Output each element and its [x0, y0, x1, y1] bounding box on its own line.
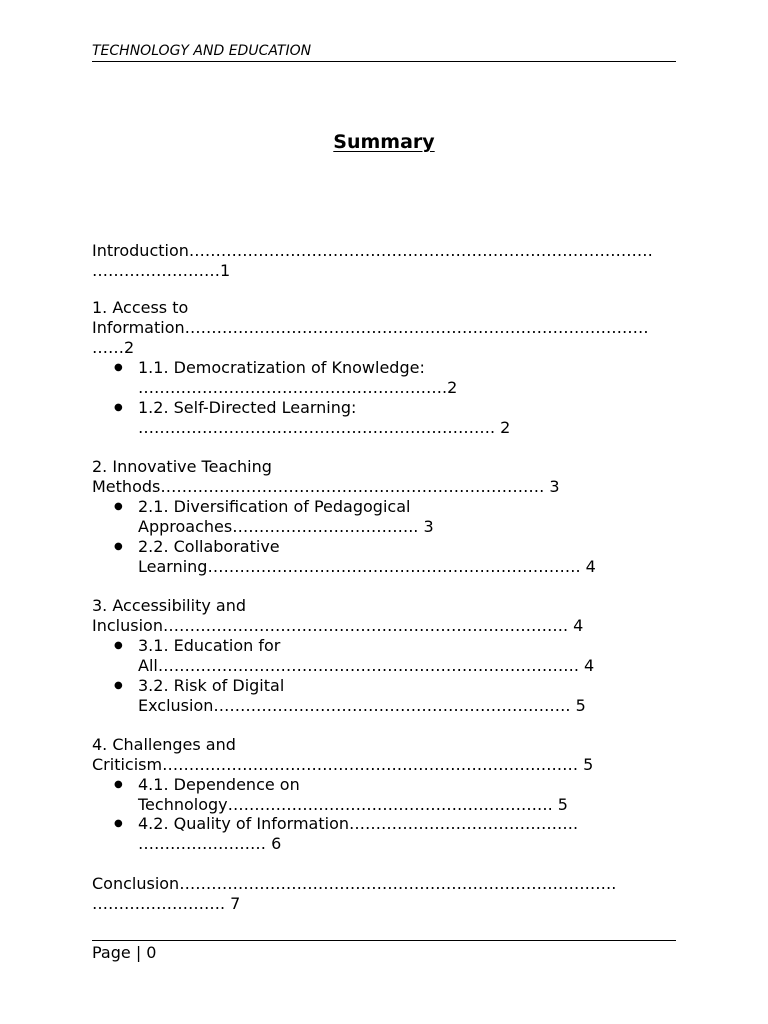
- toc-entry-4-1-page[interactable]: Technology……………………………………………………. 5: [138, 795, 568, 814]
- toc-entry-2-1[interactable]: 2.1. Diversification of Pedagogical: [138, 497, 411, 516]
- toc-entry-section-4[interactable]: 4. Challenges and: [92, 735, 236, 754]
- document-title: Summary: [333, 131, 435, 153]
- bullet-icon: ●: [114, 501, 123, 512]
- toc-entry-4-1[interactable]: 4.1. Dependence on: [138, 775, 300, 794]
- running-header: TECHNOLOGY AND EDUCATION: [92, 42, 676, 62]
- bullet-icon: ●: [114, 362, 123, 373]
- toc-entry-2-2[interactable]: 2.2. Collaborative: [138, 537, 280, 556]
- toc-entry-4-2[interactable]: 4.2. Quality of Information…………………………………….: [138, 814, 579, 833]
- toc-entry-1-1-page[interactable]: ………………………………………………….2: [138, 378, 458, 397]
- toc-entry-1-2[interactable]: 1.2. Self-Directed Learning:: [138, 398, 357, 417]
- bullet-icon: ●: [114, 541, 123, 552]
- bullet-icon: ●: [114, 402, 123, 413]
- toc-entry-section-2[interactable]: 2. Innovative Teaching: [92, 457, 272, 476]
- toc-entry-3-1-page[interactable]: All……………………………………………………………………. 4: [138, 656, 595, 675]
- toc-entry-1-2-page[interactable]: …………………………………………………………. 2: [138, 418, 511, 437]
- toc-entry-section-3[interactable]: 3. Accessibility and: [92, 596, 246, 615]
- toc-entry-2-1-page[interactable]: Approaches…………………………….. 3: [138, 517, 434, 536]
- toc-entry-introduction[interactable]: Introduction……………………………………………………………………………: [92, 241, 653, 260]
- toc-entry-section-4-page[interactable]: Criticism…………………………………………………………………… 5: [92, 755, 594, 774]
- toc-entry-section-2-page[interactable]: Methods……………………………………………………………… 3: [92, 477, 560, 496]
- bullet-icon: ●: [114, 680, 123, 691]
- toc-entry-section-3-page[interactable]: Inclusion…………………………………………………………………. 4: [92, 616, 584, 635]
- page-footer: Page | 0: [92, 940, 676, 963]
- toc-entry-conclusion-page[interactable]: ……………………. 7: [92, 894, 241, 913]
- toc-entry-3-2[interactable]: 3.2. Risk of Digital: [138, 676, 285, 695]
- bullet-icon: ●: [114, 818, 123, 829]
- toc-entry-1-1[interactable]: 1.1. Democratization of Knowledge:: [138, 358, 425, 377]
- toc-entry-3-1[interactable]: 3.1. Education for: [138, 636, 281, 655]
- toc-entry-section-1-cont[interactable]: Information……………………………………………………………………………: [92, 318, 649, 337]
- toc-entry-conclusion[interactable]: Conclusion……………………………………………………………………….: [92, 874, 617, 893]
- toc-entry-4-2-page[interactable]: …………………… 6: [138, 834, 282, 853]
- toc-entry-section-1-page[interactable]: ……2: [92, 338, 135, 357]
- toc-entry-3-2-page[interactable]: Exclusion…………………………………………………………. 5: [138, 696, 586, 715]
- toc-entry-section-1[interactable]: 1. Access to: [92, 298, 189, 317]
- bullet-icon: ●: [114, 779, 123, 790]
- toc-entry-introduction-page[interactable]: ……………………1: [92, 261, 231, 280]
- toc-entry-2-2-page[interactable]: Learning……………………………………………………………. 4: [138, 557, 596, 576]
- bullet-icon: ●: [114, 640, 123, 651]
